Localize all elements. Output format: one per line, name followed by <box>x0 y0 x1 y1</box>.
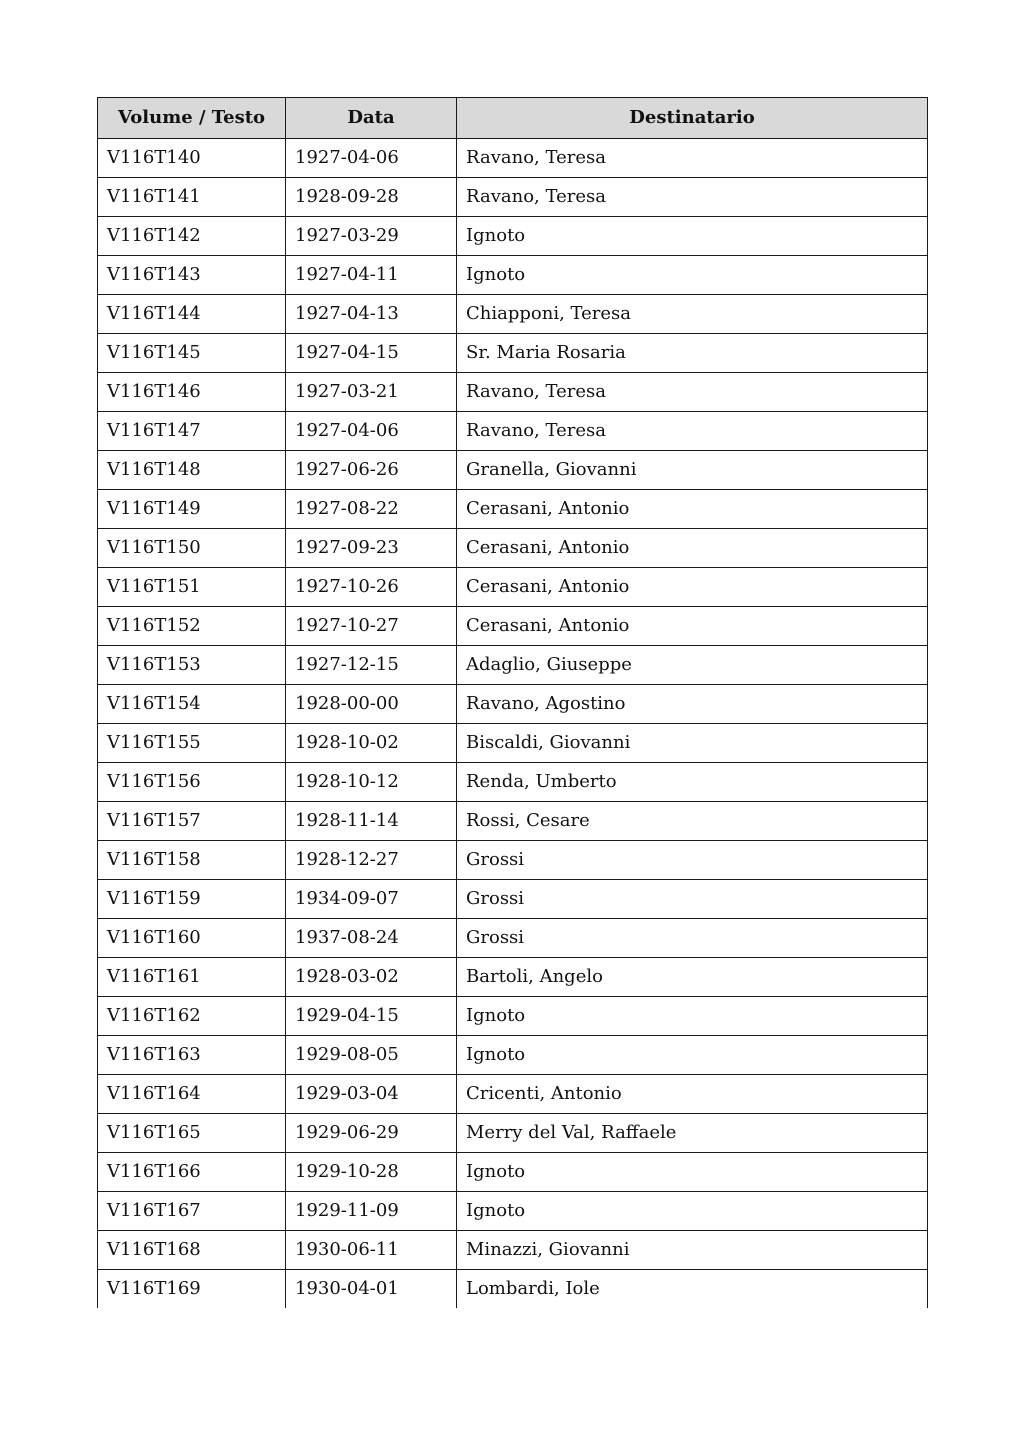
cell-data: 1929-10-28 <box>286 1153 457 1192</box>
cell-data: 1928-03-02 <box>286 958 457 997</box>
table-row <box>98 1075 928 1114</box>
cell-volume-testo: V116T154 <box>98 685 286 724</box>
cell-volume-testo: V116T143 <box>98 256 286 295</box>
cell-data: 1927-10-27 <box>286 607 457 646</box>
table-row <box>98 802 928 841</box>
cell-volume-testo: V116T142 <box>98 217 286 256</box>
cell-destinatario: Merry del Val, Raffaele <box>457 1114 928 1153</box>
cell-data: 1929-03-04 <box>286 1075 457 1114</box>
records-table <box>97 97 928 1308</box>
cell-volume-testo: V116T149 <box>98 490 286 529</box>
cell-volume-testo: V116T165 <box>98 1114 286 1153</box>
cell-data: 1929-08-05 <box>286 1036 457 1075</box>
cell-destinatario: Ignoto <box>457 217 928 256</box>
cell-destinatario: Biscaldi, Giovanni <box>457 724 928 763</box>
cell-destinatario: Ravano, Teresa <box>457 178 928 217</box>
cell-data: 1927-04-13 <box>286 295 457 334</box>
table-row <box>98 217 928 256</box>
table-row <box>98 295 928 334</box>
cell-volume-testo: V116T168 <box>98 1231 286 1270</box>
table-row <box>98 685 928 724</box>
cell-volume-testo: V116T166 <box>98 1153 286 1192</box>
cell-destinatario: Cerasani, Antonio <box>457 568 928 607</box>
cell-volume-testo: V116T140 <box>98 139 286 178</box>
cell-data: 1930-06-11 <box>286 1231 457 1270</box>
cell-destinatario: Ignoto <box>457 997 928 1036</box>
table-row <box>98 334 928 373</box>
cell-volume-testo: V116T163 <box>98 1036 286 1075</box>
cell-destinatario: Grossi <box>457 919 928 958</box>
table-row <box>98 373 928 412</box>
cell-volume-testo: V116T146 <box>98 373 286 412</box>
cell-destinatario: Rossi, Cesare <box>457 802 928 841</box>
cell-volume-testo: V116T169 <box>98 1270 286 1309</box>
cell-destinatario: Ignoto <box>457 256 928 295</box>
cell-data: 1927-08-22 <box>286 490 457 529</box>
table-row <box>98 607 928 646</box>
table-row <box>98 451 928 490</box>
cell-destinatario: Renda, Umberto <box>457 763 928 802</box>
table-row <box>98 1192 928 1231</box>
cell-destinatario: Ravano, Teresa <box>457 412 928 451</box>
cell-data: 1928-00-00 <box>286 685 457 724</box>
cell-destinatario: Adaglio, Giuseppe <box>457 646 928 685</box>
cell-volume-testo: V116T153 <box>98 646 286 685</box>
cell-data: 1928-09-28 <box>286 178 457 217</box>
cell-data: 1927-04-06 <box>286 139 457 178</box>
cell-data: 1927-03-21 <box>286 373 457 412</box>
cell-volume-testo: V116T144 <box>98 295 286 334</box>
table-row <box>98 958 928 997</box>
cell-volume-testo: V116T162 <box>98 997 286 1036</box>
cell-data: 1928-10-02 <box>286 724 457 763</box>
cell-destinatario: Cricenti, Antonio <box>457 1075 928 1114</box>
cell-data: 1929-04-15 <box>286 997 457 1036</box>
cell-volume-testo: V116T157 <box>98 802 286 841</box>
table-row <box>98 880 928 919</box>
table-row <box>98 919 928 958</box>
cell-data: 1927-04-11 <box>286 256 457 295</box>
cell-destinatario: Grossi <box>457 880 928 919</box>
table-row <box>98 841 928 880</box>
table-row <box>98 1153 928 1192</box>
cell-data: 1927-03-29 <box>286 217 457 256</box>
cell-destinatario: Grossi <box>457 841 928 880</box>
cell-data: 1927-04-15 <box>286 334 457 373</box>
cell-data: 1929-11-09 <box>286 1192 457 1231</box>
cell-destinatario: Ravano, Teresa <box>457 139 928 178</box>
cell-data: 1927-12-15 <box>286 646 457 685</box>
cell-volume-testo: V116T148 <box>98 451 286 490</box>
table-row <box>98 1231 928 1270</box>
table-row <box>98 1114 928 1153</box>
header-data: Data <box>286 98 457 139</box>
cell-destinatario: Chiapponi, Teresa <box>457 295 928 334</box>
cell-destinatario: Bartoli, Angelo <box>457 958 928 997</box>
cell-destinatario: Sr. Maria Rosaria <box>457 334 928 373</box>
table-row <box>98 1270 928 1309</box>
cell-volume-testo: V116T167 <box>98 1192 286 1231</box>
table-row <box>98 139 928 178</box>
header-volume-testo: Volume / Testo <box>98 98 286 139</box>
cell-data: 1927-09-23 <box>286 529 457 568</box>
table-row <box>98 490 928 529</box>
table-row <box>98 178 928 217</box>
cell-destinatario: Cerasani, Antonio <box>457 607 928 646</box>
header-row <box>98 98 928 139</box>
cell-destinatario: Ignoto <box>457 1153 928 1192</box>
table-row <box>98 724 928 763</box>
cell-volume-testo: V116T155 <box>98 724 286 763</box>
cell-volume-testo: V116T160 <box>98 919 286 958</box>
cell-destinatario: Cerasani, Antonio <box>457 529 928 568</box>
cell-destinatario: Lombardi, Iole <box>457 1270 928 1309</box>
cell-data: 1928-10-12 <box>286 763 457 802</box>
table-row <box>98 256 928 295</box>
cell-data: 1927-06-26 <box>286 451 457 490</box>
cell-volume-testo: V116T141 <box>98 178 286 217</box>
cell-data: 1928-12-27 <box>286 841 457 880</box>
cell-data: 1930-04-01 <box>286 1270 457 1309</box>
cell-volume-testo: V116T158 <box>98 841 286 880</box>
cell-volume-testo: V116T145 <box>98 334 286 373</box>
table-row <box>98 997 928 1036</box>
cell-destinatario: Ravano, Teresa <box>457 373 928 412</box>
cell-volume-testo: V116T156 <box>98 763 286 802</box>
cell-volume-testo: V116T159 <box>98 880 286 919</box>
cell-data: 1937-08-24 <box>286 919 457 958</box>
cell-data: 1927-04-06 <box>286 412 457 451</box>
table-row <box>98 412 928 451</box>
table-row <box>98 529 928 568</box>
table-body <box>98 139 928 1309</box>
cell-destinatario: Granella, Giovanni <box>457 451 928 490</box>
table-row <box>98 646 928 685</box>
cell-data: 1929-06-29 <box>286 1114 457 1153</box>
cell-destinatario: Ignoto <box>457 1192 928 1231</box>
table-row <box>98 568 928 607</box>
header-destinatario: Destinatario <box>457 98 928 139</box>
cell-volume-testo: V116T161 <box>98 958 286 997</box>
cell-volume-testo: V116T150 <box>98 529 286 568</box>
cell-destinatario: Ignoto <box>457 1036 928 1075</box>
cell-volume-testo: V116T151 <box>98 568 286 607</box>
table-header <box>98 98 928 139</box>
cell-data: 1927-10-26 <box>286 568 457 607</box>
cell-data: 1934-09-07 <box>286 880 457 919</box>
cell-volume-testo: V116T164 <box>98 1075 286 1114</box>
cell-destinatario: Ravano, Agostino <box>457 685 928 724</box>
cell-data: 1928-11-14 <box>286 802 457 841</box>
cell-volume-testo: V116T147 <box>98 412 286 451</box>
cell-destinatario: Minazzi, Giovanni <box>457 1231 928 1270</box>
table-row <box>98 763 928 802</box>
cell-volume-testo: V116T152 <box>98 607 286 646</box>
cell-destinatario: Cerasani, Antonio <box>457 490 928 529</box>
table-row <box>98 1036 928 1075</box>
